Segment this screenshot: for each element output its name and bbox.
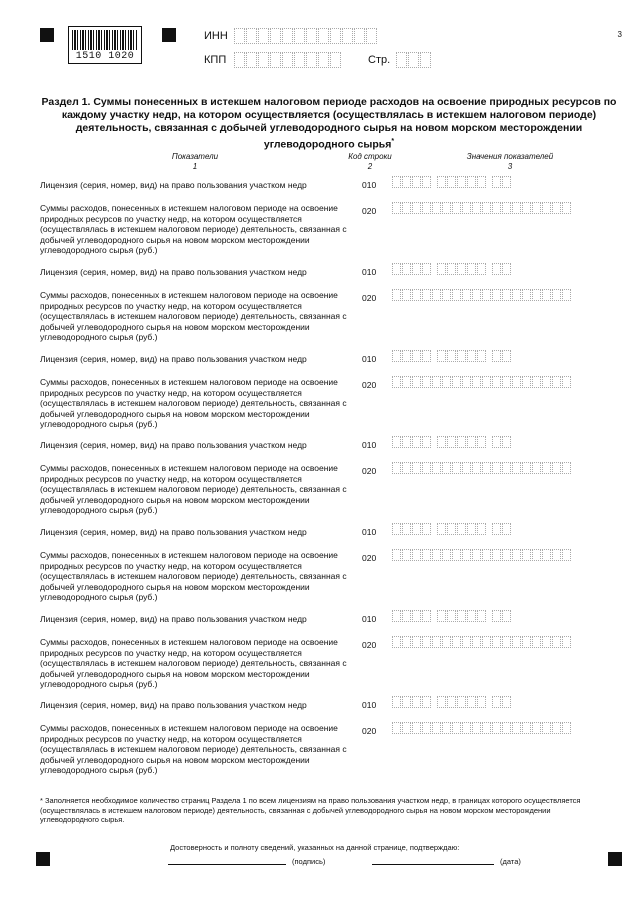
signature-line[interactable] <box>168 864 286 865</box>
footnote: * Заполняется необходимое количество страниц Раздела 1 по всем лицензиям на право пользования участком недр, в границах которого осуществляется (осуществлялась в истекшем налоговом периоде) деятельность, связанная с добычей углеводородного сырья на новом морском месторождении углеводородного сырья. <box>40 796 581 824</box>
confirmation-text: Достоверность и полноту сведений, указанных на данной странице, подтверждаю: <box>170 843 460 852</box>
expense-line-code: 020 <box>362 640 377 650</box>
kpp-label: КПП <box>204 54 227 66</box>
expense-label: Суммы расходов, понесенных в истекшем налоговом периоде на освоение природных ресурсов по участку недр, на котором осуществляется (осуществлялась в истекшем налоговом периоде) деятельность, связанная с добычей углеводородного сырья на новом морском месторождении углеводородного сырья (руб.) <box>40 290 347 342</box>
license-line-code: 010 <box>362 354 377 364</box>
column-header-line-code-label: Код строки <box>348 152 392 161</box>
expense-line-code: 020 <box>362 293 377 303</box>
license-line-code: 010 <box>362 700 377 710</box>
expense-input-cells[interactable] <box>392 722 577 734</box>
expense-input-cells[interactable] <box>392 289 577 301</box>
column-header-values <box>450 152 570 172</box>
page-cells[interactable] <box>396 52 432 68</box>
page-number: 3 <box>617 30 622 39</box>
license-line-code: 010 <box>362 614 377 624</box>
expense-input-cells[interactable] <box>392 636 577 648</box>
license-label: Лицензия (серия, номер, вид) на право пользования участком недр <box>40 614 307 624</box>
column-header-line-code <box>340 152 400 172</box>
signature-label: (подпись) <box>292 857 326 866</box>
expense-line-code: 020 <box>362 380 377 390</box>
corner-marker-top-right <box>162 28 176 42</box>
expense-label: Суммы расходов, понесенных в истекшем налоговом периоде на освоение природных ресурсов по участку недр, на котором осуществляется (осуществлялась в истекшем налоговом периоде) деятельность, связанная с добычей углеводородного сырья на новом морском месторождении углеводородного сырья (руб.) <box>40 463 347 515</box>
expense-label: Суммы расходов, понесенных в истекшем налоговом периоде на освоение природных ресурсов по участку недр, на котором осуществляется (осуществлялась в истекшем налоговом периоде) деятельность, связанная с добычей углеводородного сырья на новом морском месторождении углеводородного сырья (руб.) <box>40 637 347 689</box>
expense-line-code: 020 <box>362 553 377 563</box>
inn-cells[interactable] <box>234 28 378 44</box>
date-line[interactable] <box>372 864 494 865</box>
license-input-cells[interactable] <box>392 523 517 535</box>
license-input-cells[interactable] <box>392 263 517 275</box>
license-line-code: 010 <box>362 180 377 190</box>
date-label: (дата) <box>500 857 521 866</box>
license-line-code: 010 <box>362 527 377 537</box>
license-line-code: 010 <box>362 440 377 450</box>
expense-input-cells[interactable] <box>392 202 577 214</box>
inn-label: ИНН <box>204 30 228 42</box>
column-header-values-label: Значения показателей <box>466 152 554 161</box>
expense-input-cells[interactable] <box>392 376 577 388</box>
expense-label: Суммы расходов, понесенных в истекшем налоговом периоде на освоение природных ресурсов по участку недр, на котором осуществляется (осуществлялась в истекшем налоговом периоде) деятельность, связанная с добычей углеводородного сырья на новом морском месторождении углеводородного сырья (руб.) <box>40 203 347 255</box>
license-label: Лицензия (серия, номер, вид) на право пользования участком недр <box>40 440 307 450</box>
column-header-line-code-number: 2 <box>367 162 373 171</box>
barcode-number: 1510 1020 <box>75 51 135 62</box>
page-label: Стр. <box>368 54 391 66</box>
license-label: Лицензия (серия, номер, вид) на право пользования участком недр <box>40 267 307 277</box>
license-label: Лицензия (серия, номер, вид) на право пользования участком недр <box>40 354 307 364</box>
kpp-cells[interactable] <box>234 52 342 68</box>
barcode <box>68 26 142 64</box>
license-input-cells[interactable] <box>392 350 517 362</box>
column-header-indicators-number: 1 <box>192 162 198 171</box>
license-label: Лицензия (серия, номер, вид) на право пользования участком недр <box>40 180 307 190</box>
corner-marker-top-left <box>40 28 54 42</box>
license-label: Лицензия (серия, номер, вид) на право пользования участком недр <box>40 700 307 710</box>
expense-line-code: 020 <box>362 726 377 736</box>
expense-label: Суммы расходов, понесенных в истекшем налоговом периоде на освоение природных ресурсов по участку недр, на котором осуществляется (осуществлялась в истекшем налоговом периоде) деятельность, связанная с добычей углеводородного сырья на новом морском месторождении углеводородного сырья (руб.) <box>40 377 347 429</box>
corner-marker-bottom-left <box>36 852 50 866</box>
expense-line-code: 020 <box>362 206 377 216</box>
expense-label: Суммы расходов, понесенных в истекшем налоговом периоде на освоение природных ресурсов по участку недр, на котором осуществляется (осуществлялась в истекшем налоговом периоде) деятельность, связанная с добычей углеводородного сырья на новом морском месторождении углеводородного сырья (руб.) <box>40 723 347 775</box>
section-title <box>40 96 618 152</box>
license-line-code: 010 <box>362 267 377 277</box>
expense-input-cells[interactable] <box>392 549 577 561</box>
section-title-text: Раздел 1. Суммы понесенных в истекшем налоговом периоде расходов на освоение природных ресурсов по каждому участку недр, на котором осуществляется (осуществлялась в истекшем налоговом периоде) деятельность, связанная с добычей углеводородного сырья на новом морском месторождении углеводородного сырья <box>41 96 617 151</box>
column-header-values-number: 3 <box>507 162 513 171</box>
expense-label: Суммы расходов, понесенных в истекшем налоговом периоде на освоение природных ресурсов по участку недр, на котором осуществляется (осуществлялась в истекшем налоговом периоде) деятельность, связанная с добычей углеводородного сырья на новом морском месторождении углеводородного сырья (руб.) <box>40 550 347 602</box>
license-input-cells[interactable] <box>392 610 517 622</box>
expense-line-code: 020 <box>362 466 377 476</box>
license-label: Лицензия (серия, номер, вид) на право пользования участком недр <box>40 527 307 537</box>
title-footnote-mark: * <box>391 138 395 145</box>
license-input-cells[interactable] <box>392 696 517 708</box>
license-input-cells[interactable] <box>392 436 517 448</box>
column-header-indicators <box>150 152 240 172</box>
column-header-indicators-label: Показатели <box>171 152 219 161</box>
license-input-cells[interactable] <box>392 176 517 188</box>
corner-marker-bottom-right <box>608 852 622 866</box>
expense-input-cells[interactable] <box>392 462 577 474</box>
barcode-bars <box>72 30 138 50</box>
